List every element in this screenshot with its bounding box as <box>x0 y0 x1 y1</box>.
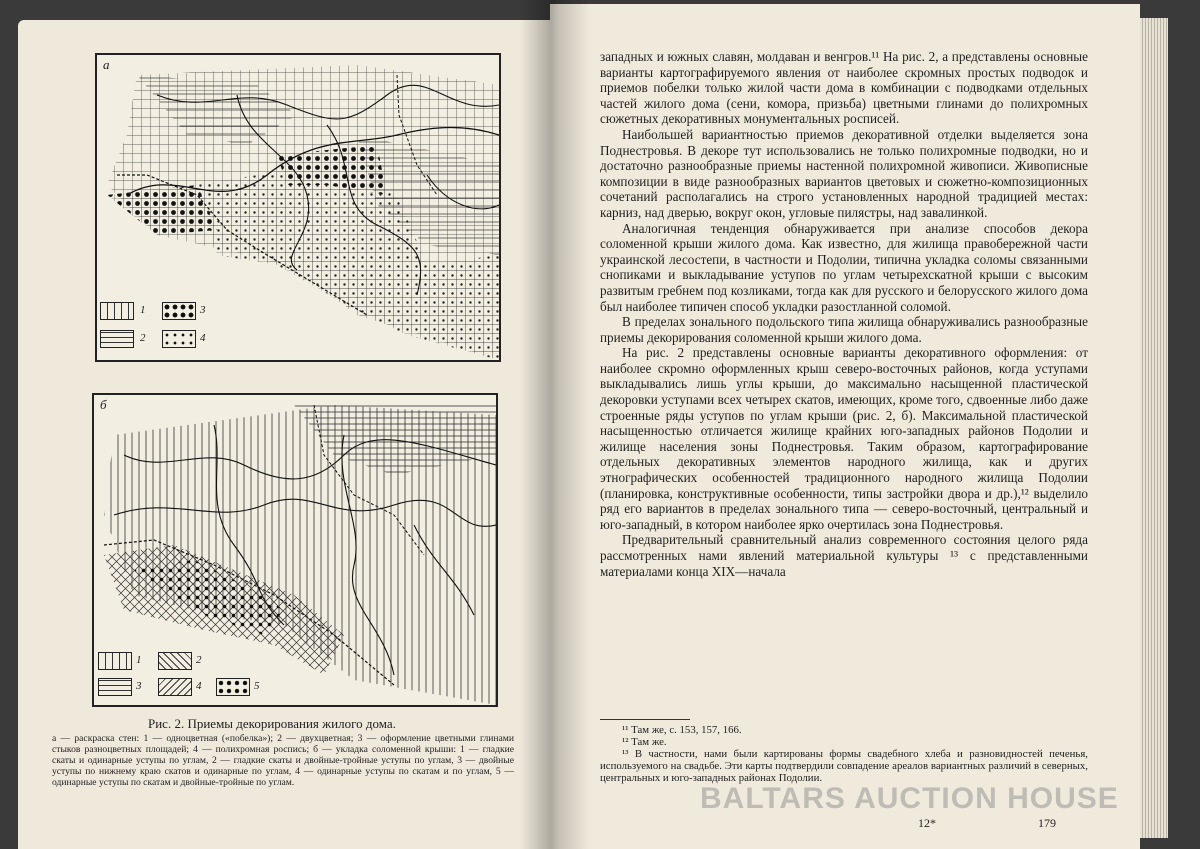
legend-b-swatch-1 <box>98 652 132 670</box>
signature-mark: 12* <box>918 816 936 830</box>
legend-a-swatch-4 <box>162 330 196 348</box>
footnote: ¹¹ Там же, с. 153, 157, 166. <box>622 724 742 736</box>
spine-shadow <box>520 0 590 849</box>
legend-b-swatch-2 <box>158 652 192 670</box>
paragraph: На рис. 2 представлены основные варианты декоративного оформления: от наиболее скромно оформленных крыш северо-восточных районов, когда уступами выкладывались лишь углы крыши, до максимально насыщенной пластической декоровки уступами всех четырех скатов, имеющих, кроме того, сдвоенные либо даже строенные ряды уступов по углам крыши (рис. 2, б). Максимальной пластической насыщенностью отличается жилище крайних юго-западных районов Подолии и жилище населения зоны Поднестровья. Таким образом, картографирование отдельных декоративных элементов народного жилища, как и других этнографических особенностей традиционного народного жилища Подолии (планировка, конструктивные особенности, типы застройки двора и др.),¹² выделило ряд его вариантов в пределах зонального типа — северо-восточный, центральный и юго-западный, в котором наиболее ярко очертилась зона Поднестровья. <box>600 345 1088 532</box>
page-number: 179 <box>1038 816 1056 830</box>
body-text <box>600 49 1088 579</box>
legend-b-label-1: 1 <box>136 654 142 666</box>
map-a-drawing <box>97 55 499 360</box>
page-edges <box>1140 18 1168 838</box>
map-a-letter: а <box>103 57 110 72</box>
map-b-letter: б <box>100 397 107 412</box>
legend-b-swatch-5 <box>216 678 250 696</box>
paragraph: западных и южных славян, молдаван и венгров.¹¹ На рис. 2, а представлены основные варианты картографируемого явления от наиболее скромных простых подводок и приемов побелки только жилой части дома в комбинации с подводками отдельных частей жилого дома (сени, комора, призьба) цветными глинами до полихромных сюжетных декоративных монументальных росписей. <box>600 49 1088 127</box>
legend-b-label-5: 5 <box>254 680 260 692</box>
map-a <box>95 53 501 362</box>
paragraph: В пределах зонального подольского типа жилища обнаруживались разнообразные приемы декорирования соломенной крыши жилого дома. <box>600 314 1088 345</box>
footnote: ¹² Там же. <box>622 736 667 748</box>
map-b <box>92 393 498 707</box>
legend-a-label-3: 3 <box>200 304 206 316</box>
figure-caption: Рис. 2. Приемы декорирования жилого дома. <box>148 716 396 731</box>
legend-b-swatch-3 <box>98 678 132 696</box>
legend-b-label-3: 3 <box>136 680 142 692</box>
paragraph: Аналогичная тенденция обнаруживается при анализе способов декора соломенной крыши жилого дома. Как известно, для жилища правобережной части украинской лесостепи, в частности и Подолии, типична укладка соломы связанными снопиками и выкладывание уступов по углам четырехскатной крыши с высоким развитым гребнем под козликами, тогда как для русского и белорусского жилого дома был наиболее типичен способ укладки разостланной соломой. <box>600 220 1088 314</box>
figure-legend-text: а — раскраска стен: 1 — одноцветная («побелка»); 2 — двухцветная; 3 — оформление цветными глинами стыков разноцветных площадей; 4 — полихромная роспись; б — укладка соломенной крыши: 1 — гладкие скаты и одинарные уступы по углам, 2 — гладкие скаты и двойные-тройные уступы по углам, 3 — двойные уступы по нижнему краю скатов и одинарные по углам, 4 — одинарные уступы по скатам и по углам, 5 — одинарные уступы по скатам и двойные-тройные по углам. <box>52 733 514 788</box>
legend-a-label-2: 2 <box>140 332 146 344</box>
legend-a-swatch-2 <box>100 330 134 348</box>
legend-b-swatch-4 <box>158 678 192 696</box>
legend-a-label-1: 1 <box>140 304 146 316</box>
legend-b-label-2: 2 <box>196 654 202 666</box>
watermark-logo: BALTARS AUCTION HOUSE <box>700 782 1119 815</box>
legend-b-label-4: 4 <box>196 680 202 692</box>
paragraph: Наибольшей вариантностью приемов декоративной отделки выделяется зона Поднестровья. В декоре тут использовались не только полихромные подводки, но и достаточно разнообразные приемы настенной полихромной живописи. Живописные композиции в виде разнообразных вариантов цветовых и сюжетно-композиционных сочетаний располагались на строго установленных народной традицией местах: карниз, над дверью, вокруг окон, угловые пилястры, над завалинкой. <box>600 126 1088 220</box>
legend-a-swatch-3 <box>162 302 196 320</box>
paragraph: Предварительный сравнительный анализ современного состояния целого ряда рассмотренных нами явлений материальной культуры ¹³ с представленными материалами конца XIX—начала <box>600 532 1088 579</box>
footnote-rule <box>600 719 690 720</box>
map-b-drawing <box>94 395 496 705</box>
legend-a-swatch-1 <box>100 302 134 320</box>
legend-a-label-4: 4 <box>200 332 206 344</box>
footnote: ¹³ В частности, нами были картированы формы свадебного хлеба и разновидностей печенья, используемого на свадьбе. Эти карты подтвердили совпадение ареалов вариантных различий в северных, центральных и юго-западных районах Подолии. <box>600 748 1088 784</box>
footnotes <box>600 724 1088 784</box>
